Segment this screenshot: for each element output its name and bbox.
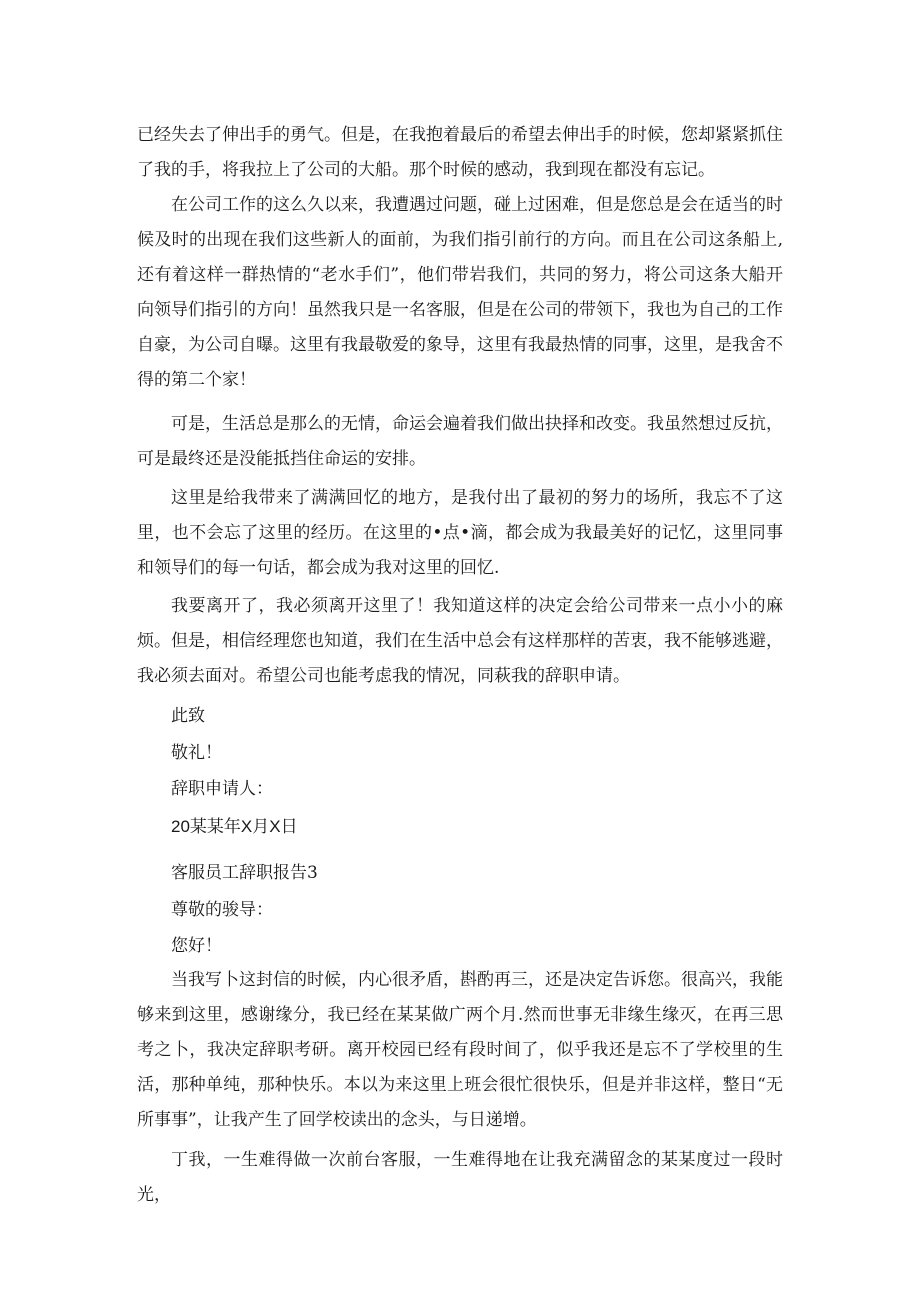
- salute-text: 敬礼！: [171, 743, 222, 763]
- paragraph-2: 在公司工作的这么久以来，我遭遇过问题，碰上过困难，但是您总是会在适当的时候及时的出现在我们这些新人的面前，为我们指引前行的方向。而且在公司这条船上,还有着这样一群热情的“老水手们”，他们带岩我们，共同的努力，将公司这条大船开向领导们指引的方向！虽然我只是一名客服，但是在公司的带领下，我也为自己的工作自豪，为公司自曝。这里有我最敬爱的象导，这里有我最热情的同事，这里，是我舍不得的第二个家！: [137, 195, 783, 390]
- paragraph-6: 当我写卜这封信的时候，内心很矛盾，斟酌再三，还是决定告诉您。很高兴，我能够来到这里，感谢缘分，我已经在某某做广两个月.然而世事无非缘生缘灭，在再三思考之卜，我决定辞职考研。离开校园已经有段时间了，似乎我还是忘不了学校里的生活，那种单纯，那种快乐。本以为来这里上班会很忙很快乐，但是并非这样，整日“无所事事”，让我产生了回学校读出的念头，与日递增。: [137, 970, 783, 1130]
- greeting-text: 您好！: [171, 936, 222, 956]
- closing-text: 此致: [171, 706, 205, 726]
- section-title: 客服员工辞职报告3: [171, 863, 318, 883]
- paragraph-1: 已经失去了伸出手的勇气。但是，在我抱着最后的希望去伸出手的时候，您却紧紧抓住了我的手，将我拉上了公司的大船。那个时候的感动，我到现在都没有忘记。: [137, 125, 783, 180]
- paragraph-5: 我要离开了，我必须离开这里了！我知道这样的决定会给公司带来一点小小的麻烦。但是，相信经理您也知道，我们在生活中总会有这样那样的苦衷，我不能够逃避，我必须去面对。希望公司也能考虑我的情况，同萩我的辞职申请。: [137, 596, 783, 686]
- signer-label: 辞职申请人：: [171, 779, 273, 799]
- greeting-recipient: 尊敬的骏导：: [171, 900, 273, 920]
- paragraph-4: 这里是给我带来了满满回忆的地方，是我付出了最初的努力的场所，我忘不了这里，也不会忘了这里的经历。在这里的•点•滴，都会成为我最美好的记忆，这里同事和领导们的每一句话，都会成为我对这里的回忆.: [137, 488, 783, 578]
- date-text: 20某某年X月X日: [171, 817, 298, 836]
- paragraph-3: 可是，生活总是那么的无情，命运会遍着我们做出抉择和改变。我虽然想过反抗，可是最终还是没能抵挡住命运的安排。: [137, 414, 783, 469]
- paragraph-7: 丁我，一生难得做一次前台客服，一生难得地在让我充满留念的某某度过一段时光，: [137, 1150, 783, 1205]
